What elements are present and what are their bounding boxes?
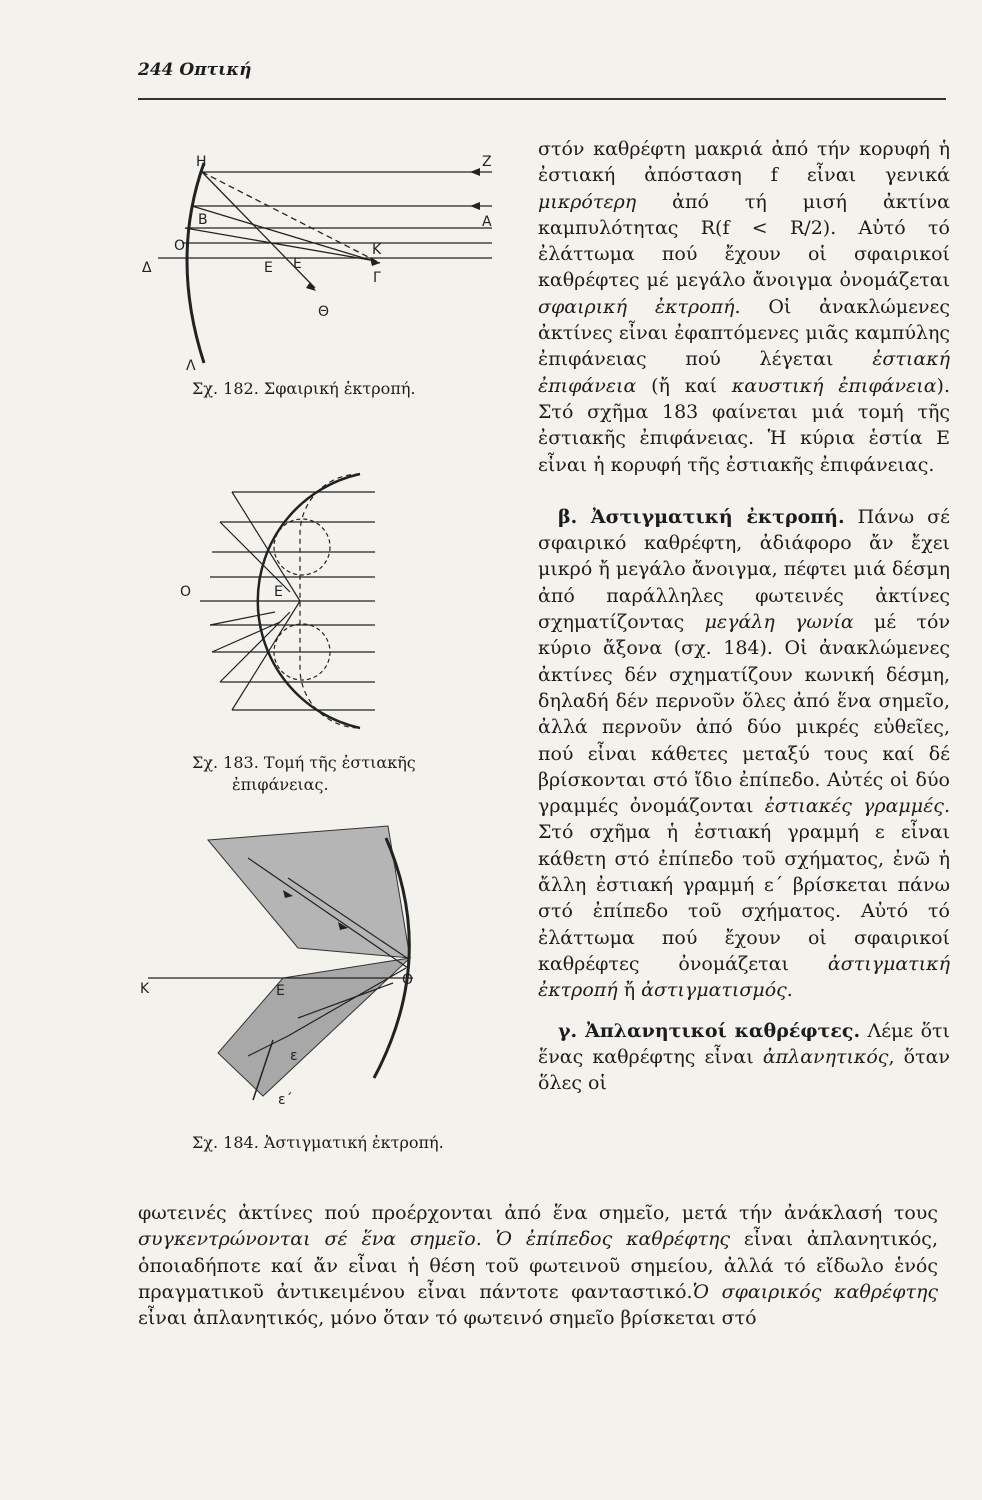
fig182-label-H: Η (196, 154, 207, 170)
fig182-label-Z: Ζ (482, 154, 492, 170)
paragraph-aplanatic-intro (538, 1018, 950, 1097)
fig182-label-B: Β (198, 212, 208, 228)
fig184-label-K: Κ (140, 981, 150, 997)
p2-text-b: μέ τόν κύριο ἄξονα (σχ. 184). Οἱ ἀνακλώμενες ἀκτίνες δέν σχηματίζουν κωνική δέσμη, δηλαδή δέν περνοῦν ὅλες ἀπό ἕνα σημεῖο, ἀλλά περνοῦν ἀπό δύο μικρές εὐθεῖες, πού εἶναι κάθετες μεταξύ τους καί δέ βρίσκονται στό ἴδιο ἐπίπεδο. Αὐτές οἱ δύο γραμμές ὀνομάζονται (538, 611, 950, 818)
p1-emphasis-2: σφαιρική ἐκτροπή (538, 295, 735, 318)
p1-text-a: στόν καθρέφτη μακριά ἀπό τήν κορυφή ἡ ἐστιακή ἀπόσταση f εἶναι γενικά (538, 138, 950, 187)
p4-emphasis-1: συγκεντρώνονται σέ ἕνα σημεῖο (138, 1228, 476, 1251)
right-column (538, 136, 950, 1096)
p1-text-e: ). Στό σχῆμα 183 φαίνεται μιά τομή τῆς ἐστιακῆς ἐπιφάνειας. Ἡ κύρια ἑστία Ε εἶναι ἡ κορυφή τῆς ἐστιακῆς ἐπιφάνειας. (538, 374, 950, 476)
section-title: Οπτική (179, 60, 252, 80)
fig182-caption: Σχ. 182. Σφαιρική ἐκτροπή. (192, 379, 416, 398)
p3-text-b: , ὅταν ὅλες οἱ (538, 1045, 950, 1095)
p3-emphasis-1: ἀπλανητικός (762, 1045, 889, 1068)
fig182-label-K: Κ (372, 242, 382, 258)
p2-text-c: . Στό σχῆμα ἡ ἐστιακή γραμμή ε εἶναι κάθετη στό ἐπίπεδο τοῦ σχήματος, ἐνῶ ἡ ἄλλη ἐστιακή γραμμή ε΄ βρίσκεται πάνω στό ἐπίπεδο τοῦ σχήματος. Αὐτό τό ἐλάττωμα πού ἔχουν οἱ σφαιρικοί καθρέφτες ὀνομάζεται (538, 795, 950, 975)
fig183-caption (192, 752, 416, 796)
fig184-label-epsilon: ε (290, 1048, 298, 1064)
figure-182 (140, 148, 510, 373)
fig182-label-Lambda: Λ (186, 358, 196, 373)
paragraph-spherical-aberration (538, 136, 950, 478)
p2-emphasis-1: μεγάλη γωνία (704, 611, 854, 634)
p2-text-d: ἤ (617, 979, 642, 1002)
p3-text-a: Λέμε ὅτι ἕνας καθρέφτης εἶναι (538, 1019, 950, 1068)
p4-text-d: εἶναι ἀπλανητικός, μόνο ὅταν τό φωτεινό σημεῖο βρίσκεται στό (138, 1307, 757, 1330)
fig182-label-E2: Ε (293, 256, 302, 272)
p2-emphasis-2: ἐστιακές γραμμές (764, 795, 944, 818)
figure-183 (180, 462, 380, 742)
fig183-label-O: Ο (180, 584, 192, 600)
fig182-label-Gamma: Γ (373, 270, 381, 286)
fig182-label-Delta: Δ (142, 260, 152, 276)
page-number: 244 (138, 60, 174, 80)
fig183-caption-line1: Σχ. 183. Τομή τῆς ἐστιακῆς (192, 753, 416, 772)
p2-text-e: . (786, 979, 793, 1002)
p1-emphasis-1: μικρότερη (538, 190, 637, 213)
paragraph-aplanatic-continued (138, 1200, 938, 1331)
p1-text-c: . Οἱ ἀνακλώμενες ἀκτίνες εἶναι ἐφαπτόμενες μιᾶς καμπύλης ἐπιφάνειας πού λέγεται (538, 295, 950, 371)
p4-text-a: φωτεινές ἀκτίνες πού προέρχονται ἀπό ἕνα σημεῖο, μετά τήν ἀνάκλασή τους (138, 1202, 938, 1224)
p2-emphasis-3: ἀστιγματική ἐκτροπή (538, 952, 950, 1002)
p4-emphasis-3: Ὁ σφαιρικός καθρέφτης (692, 1280, 938, 1303)
fig184-label-E: Ε (276, 983, 285, 999)
p4-text-b: . (475, 1228, 496, 1251)
fig184-label-O: Ο (402, 972, 414, 988)
p1-text-d: (ἤ καί (636, 374, 732, 397)
fig183-label-E: Ε (274, 584, 283, 600)
p4-text-c: εἶναι ἀπλανητικός, ὁποιαδήποτε καί ἄν εἶναι ἡ θέση τοῦ φωτεινοῦ σημείου, ἀλλά τό εἴδωλο ἑνός πραγματικοῦ ἀντικειμένου εἶναι πάντοτε φανταστικό. (138, 1228, 938, 1303)
fig183-caption-line2: ἐπιφάνειας. (232, 775, 329, 794)
paragraph-astigmatism (538, 504, 950, 1004)
fig182-label-A: Α (482, 214, 492, 230)
p3-heading: γ. Ἀπλανητικοί καθρέφτες. (558, 1019, 861, 1042)
p1-emphasis-3: ἐστιακή ἐπιφάνεια (538, 348, 950, 397)
fig184-caption: Σχ. 184. Ἀστιγματική ἐκτροπή. (192, 1133, 444, 1152)
fig182-label-O: Ο (174, 238, 186, 254)
p2-text-a: Πάνω σέ σφαιρικό καθρέφτη, ἀδιάφορο ἄν ἔχει μικρό ἤ μεγάλο ἄνοιγμα, πέφτει μιά δέσμη ἀπό παράλληλες φωτεινές ἀκτίνες σχηματίζοντας (538, 505, 950, 634)
figure-184 (138, 818, 428, 1108)
p2-heading: β. Ἀστιγματική ἐκτροπή. (558, 505, 845, 528)
p2-emphasis-4: ἀστιγματισμός (641, 979, 787, 1002)
p1-emphasis-4: καυστική ἐπιφάνεια (731, 374, 937, 397)
fig182-label-E1: Ε (264, 260, 273, 276)
fig182-label-Theta: Θ (318, 304, 330, 320)
page-header (138, 60, 251, 80)
p1-text-b: ἀπό τή μισή ἀκτίνα καμπυλότητας R(f < R/2). Αὐτό τό ἐλάττωμα πού ἔχουν οἱ σφαιρικοί καθρέφτες μέ μεγάλο ἄνοιγμα ὀνομάζεται (538, 190, 950, 292)
header-rule (138, 98, 946, 100)
p4-emphasis-2: Ὁ ἐπίπεδος καθρέφτης (495, 1228, 731, 1251)
fig184-label-epsilon-prime: ε΄ (278, 1092, 293, 1108)
